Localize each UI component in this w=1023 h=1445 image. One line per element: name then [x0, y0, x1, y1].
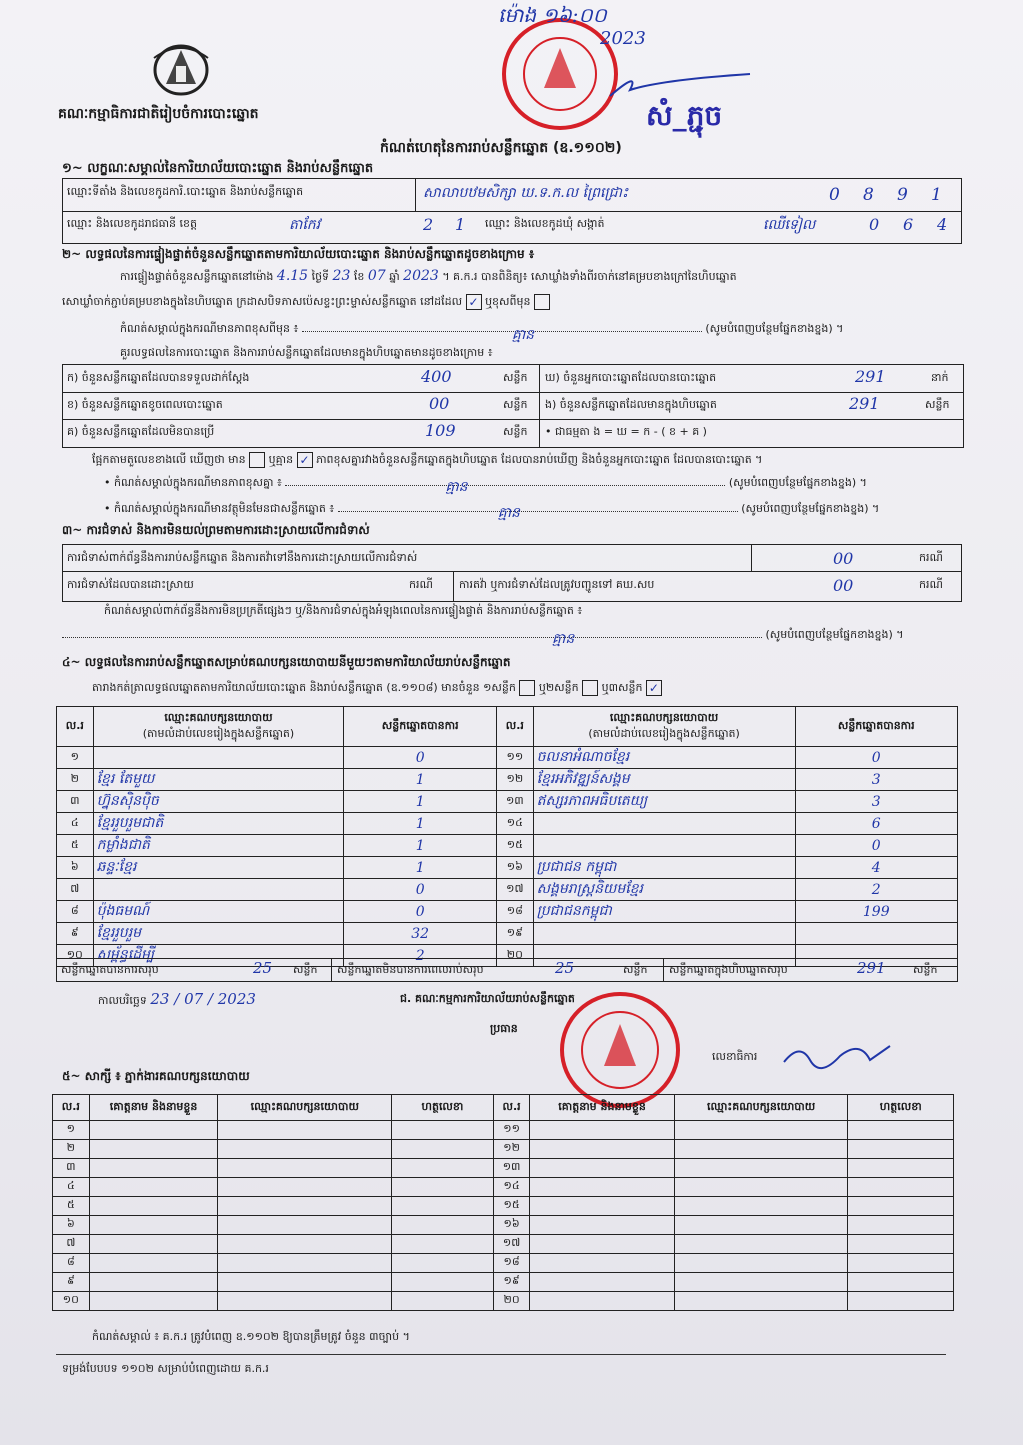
s1-row2-label: ឈ្មោះ និងលេខកូដរាជធានី ខេត្ត	[67, 217, 197, 230]
witness-sign[interactable]	[848, 1254, 954, 1273]
s2-kh-val: 00	[429, 394, 450, 413]
s2-fill-note1: (សូមបំពេញបន្ថែមផ្នែកខាងខ្នង) ។	[705, 322, 844, 335]
w-col-no-left: ល.រ	[53, 1095, 90, 1121]
vote-count: 199	[795, 901, 957, 923]
vote-party: ប៉ុងធមណ៍	[93, 901, 344, 923]
witness-sign[interactable]	[848, 1121, 954, 1140]
footer-form-ref: ទម្រង់បែបបទ ១១០២ សម្រាប់បំពេញដោយ គ.ក.រ	[62, 1362, 269, 1375]
three-sheet-checkbox[interactable]: ✓	[646, 680, 662, 696]
s1-row1-label: ឈ្មោះទីតាំង និងលេខកូដការិ.បោះឆ្នោត និងរាប់សន្លឹកឆ្នោត	[67, 185, 304, 198]
vote-no: ៤	[57, 813, 94, 835]
witness-sign[interactable]	[392, 1197, 494, 1216]
s2-line1b: ថ្ងៃទី	[311, 270, 330, 283]
vote-party: សង្គមរាស្ត្រនិយមខ្មែរ	[533, 879, 795, 901]
vote-party: សម្ព័ន្ធដើម្បី	[93, 945, 344, 967]
witness-sign[interactable]	[392, 1216, 494, 1235]
witness-no: ៨	[53, 1254, 90, 1273]
w-col-name-right: គោត្តនាម និងនាមខ្លួន	[530, 1095, 674, 1121]
vote-no: ២	[57, 769, 94, 791]
witness-party[interactable]	[218, 1159, 392, 1178]
s2-k-val: 400	[421, 367, 452, 386]
s3-row2-label: ការជំទាស់ដែលបានដោះស្រាយ	[67, 578, 194, 591]
table-row	[57, 791, 958, 813]
vote-no: ១៨	[497, 901, 534, 923]
witness-sign[interactable]	[848, 1235, 954, 1254]
witness-party[interactable]	[674, 1292, 848, 1311]
section3-table	[62, 544, 962, 602]
witness-row	[53, 1197, 954, 1216]
vote-count: 0	[795, 835, 957, 857]
col-votes-right: សន្លឹកឆ្នោតបានការ	[795, 707, 957, 747]
total-invalid-label: សន្លឹកឆ្នោតមិនបានការពេលរាប់សរុប	[337, 963, 484, 976]
w-col-sign-right: ហត្ថលេខា	[848, 1095, 954, 1121]
w-col-sign-left: ហត្ថលេខា	[392, 1095, 494, 1121]
witness-name[interactable]	[530, 1121, 674, 1140]
table-row	[57, 813, 958, 835]
s1-row2b-code2: 4	[937, 215, 948, 234]
witness-no: ៣	[53, 1159, 90, 1178]
witness-no: ៧	[53, 1235, 90, 1254]
total-invalid: 25	[555, 959, 575, 977]
official-mark: សំ_ភ្ជុច	[646, 99, 723, 132]
s2-line6-val: គ្មាន	[445, 479, 468, 495]
s3-fill-note: (សូមបំពេញបន្ថែមផ្នែកខាងខ្នង) ។	[765, 628, 904, 641]
table-row	[57, 857, 958, 879]
s3-row2b-unit: ករណី	[919, 578, 943, 591]
vote-count: 3	[795, 769, 957, 791]
witness-sign[interactable]	[392, 1178, 494, 1197]
s2-day: 23	[332, 268, 351, 284]
total-box-label: សន្លឹកឆ្នោតក្នុងហិបឆ្នោតសរុប	[669, 963, 788, 976]
col-party-right-sub: (តាមលំដាប់លេខរៀងក្នុងសន្លឹកឆ្នោត)	[588, 726, 740, 740]
two-sheet-checkbox[interactable]	[582, 680, 598, 696]
witness-no: ២០	[493, 1292, 530, 1311]
s3-note-val: គ្មាន	[552, 631, 575, 647]
vote-no: ១៩	[497, 923, 534, 945]
witness-party[interactable]	[218, 1197, 392, 1216]
s2-ko-val: 109	[425, 421, 456, 440]
vote-no: ៦	[57, 857, 94, 879]
vote-no: ១៣	[497, 791, 534, 813]
vote-no: ១០	[57, 945, 94, 967]
witness-name[interactable]	[89, 1140, 218, 1159]
w-col-party-left: ឈ្មោះគណបក្សនយោបាយ	[218, 1095, 392, 1121]
vote-count: 0	[344, 747, 497, 769]
handwritten-year: 2023	[600, 28, 646, 49]
witness-sign[interactable]	[848, 1216, 954, 1235]
witness-sign[interactable]	[848, 1292, 954, 1311]
col-votes-left: សន្លឹកឆ្នោតបានការ	[344, 707, 497, 747]
witness-no: ១	[53, 1121, 90, 1140]
vote-count: 3	[795, 791, 957, 813]
witness-sign[interactable]	[392, 1254, 494, 1273]
s2-line3-val: គ្មាន	[511, 327, 535, 343]
section4-heading: ៤~ លទ្ធផលនៃការរាប់សន្លឹកឆ្នោតសម្រាប់គណបក្សនយោបាយនីមួយៗតាមការិយាល័យរាប់សន្លឹកឆ្នោត	[62, 655, 511, 669]
s1-row2b-code1: 6	[903, 215, 914, 234]
vote-count: 32	[344, 923, 497, 945]
s2-line2b: ឬខុសពីមុន	[485, 295, 531, 308]
s2-line5-text: ផ្អែកតាមតួលេខខាងលើ ឃើញថា មាន	[92, 453, 246, 466]
witness-name[interactable]	[89, 1235, 218, 1254]
witness-name[interactable]	[89, 1121, 218, 1140]
form-title: កំណត់ហេតុនៃការរាប់សន្លឹកឆ្នោត (ឧ.១១០២)	[380, 140, 622, 156]
col-no-left: ល.រ	[57, 707, 94, 747]
table-row	[57, 923, 958, 945]
col-party-left-title: ឈ្មោះគណបក្សនយោបាយ	[164, 710, 273, 724]
s2-line2	[62, 294, 550, 311]
witness-row	[53, 1140, 954, 1159]
section1-heading: ១~ លក្ខណៈសម្គាល់នៃការិយាល័យបោះឆ្នោត និងរាប់សន្លឹកឆ្នោត	[62, 161, 374, 176]
vote-count: 1	[344, 857, 497, 879]
s1-row2b-value: ឈើទៀល	[763, 217, 816, 233]
witness-name[interactable]	[89, 1178, 218, 1197]
vote-no: ៥	[57, 835, 94, 857]
witness-no: ១៥	[493, 1197, 530, 1216]
section2-heading: ២~ លទ្ធផលនៃការផ្ទៀងផ្ទាត់ចំនួនសន្លឹកឆ្នោតតាមការិយាល័យបោះឆ្នោត និងរាប់សន្លឹកឆ្នោតដូចខាងក្រោម ៖	[62, 247, 535, 261]
s2-line7	[104, 502, 880, 521]
secretary-signature	[780, 1036, 900, 1070]
witness-row	[53, 1254, 954, 1273]
table-row	[57, 879, 958, 901]
s3-row1-label: ការជំទាស់ពាក់ព័ន្ធនឹងការរាប់សន្លឹកឆ្នោត និងការតវ៉ាទៅនឹងការដោះស្រាយលើការជំទាស់	[67, 551, 418, 564]
s2-line2-text: សោឃ្លាំចាក់ភ្ជាប់គម្របខាងក្នុងនៃហិបឆ្នោត ក្រដាសបិទភាសប៉េសខ្ទះព្រះម្ទាស់សន្លឹកឆ្នោត នៅដដែល	[62, 295, 463, 308]
col-party-right-title: ឈ្មោះគណបក្សនយោបាយ	[609, 710, 719, 724]
s2-ng-label: ង) ចំនួនសន្លឹកឆ្នោតដែលមានក្នុងហិបឆ្នោត	[545, 398, 717, 411]
witness-no: ១១	[493, 1121, 530, 1140]
vote-party: ខ្មែររួបរួមជាតិ	[93, 813, 344, 835]
witness-row	[53, 1235, 954, 1254]
witness-name[interactable]	[530, 1197, 674, 1216]
vote-no: ២០	[497, 945, 534, 967]
vote-count	[795, 923, 957, 945]
vote-count: 1	[344, 769, 497, 791]
witness-party[interactable]	[674, 1121, 848, 1140]
vote-party	[533, 813, 795, 835]
handwritten-time: ម៉ោង ១៦:០០	[498, 3, 607, 27]
witness-row	[53, 1273, 954, 1292]
witness-party[interactable]	[674, 1140, 848, 1159]
s1-code-boxes	[823, 185, 959, 207]
w-col-name-left: គោត្តនាម និងនាមខ្លួន	[89, 1095, 218, 1121]
total-box-unit: សន្លឹក	[913, 963, 938, 976]
witness-party[interactable]	[674, 1216, 848, 1235]
witness-party[interactable]	[218, 1216, 392, 1235]
s2-line4: គួរលទ្ធផលនៃការបោះឆ្នោត និងការរាប់សន្លឹកឆ្នោតដែលមានក្នុងហិបឆ្នោតមានដូចខាងក្រោម ៖	[120, 346, 493, 359]
s3-row2-unit: ករណី	[409, 578, 433, 591]
s2-ng-unit: សន្លឹក	[925, 398, 950, 411]
vote-count: 1	[344, 813, 497, 835]
table-row	[57, 747, 958, 769]
s2-formula: • ជាធម្មតា ង = ឃ = ក - ( ខ + គ )	[545, 425, 707, 438]
date-label: កាលបរិច្ឆេទ	[98, 994, 147, 1007]
s2-fill-note2: (សូមបំពេញបន្ថែមផ្នែកខាងខ្នង) ។	[728, 476, 867, 489]
w-col-no-right: ល.រ	[493, 1095, 530, 1121]
vote-no: ៧	[57, 879, 94, 901]
vote-party: ចលនាអំណាចខ្មែរ	[533, 747, 795, 769]
total-invalid-unit: សន្លឹក	[623, 963, 648, 976]
witness-party[interactable]	[218, 1273, 392, 1292]
vote-no: ១៧	[497, 879, 534, 901]
witness-party[interactable]	[218, 1178, 392, 1197]
vote-no: ១៤	[497, 813, 534, 835]
witness-name[interactable]	[89, 1254, 218, 1273]
witness-sign[interactable]	[392, 1121, 494, 1140]
s1-row2b-label: ឈ្មោះ និងលេខកូដឃុំ សង្កាត់	[485, 217, 605, 230]
s2-gh-label: ឃ) ចំនួនអ្នកបោះឆ្នោតដែលបានបោះឆ្នោត	[545, 371, 717, 384]
witness-party[interactable]	[674, 1273, 848, 1292]
vote-no: ១	[57, 747, 94, 769]
s2-line3-text: កំណត់សម្គាល់ក្នុងករណីមានភាពខុសពីមុន ៖	[120, 322, 299, 335]
witness-sign[interactable]	[392, 1140, 494, 1159]
witness-sign[interactable]	[848, 1273, 954, 1292]
witness-name[interactable]	[530, 1159, 674, 1178]
witness-name[interactable]	[89, 1292, 218, 1311]
witness-name[interactable]	[530, 1216, 674, 1235]
witness-party[interactable]	[674, 1254, 848, 1273]
s2-k-unit: សន្លឹក	[503, 371, 528, 384]
witness-no: ១៩	[493, 1273, 530, 1292]
one-sheet-checkbox[interactable]	[519, 680, 535, 696]
col-party-left	[93, 707, 344, 747]
total-valid-label: សន្លឹកឆ្នោតបានការសរុប	[61, 963, 159, 976]
s1-code-0: 0	[829, 185, 840, 205]
witness-no: ៤	[53, 1178, 90, 1197]
witness-party[interactable]	[674, 1235, 848, 1254]
witness-party[interactable]	[674, 1159, 848, 1178]
sign-label: ជ. គណៈកម្មការការិយាល័យរាប់សន្លឹកឆ្នោត	[400, 992, 575, 1005]
vote-party: ខ្មែររួបរួម	[93, 923, 344, 945]
witness-name[interactable]	[89, 1159, 218, 1178]
vote-count: 4	[795, 857, 957, 879]
s2-k-label: ក) ចំនួនសន្លឹកឆ្នោតដែលបានទទួលដាក់ស្តែង	[67, 371, 250, 384]
vote-party: ខ្មែរអភិវឌ្ឍន៍សង្គម	[533, 769, 795, 791]
s2-line1	[120, 268, 737, 286]
vote-count: 0	[344, 901, 497, 923]
vote-party	[93, 747, 344, 769]
witness-party[interactable]	[218, 1254, 392, 1273]
s2-fill-note3: (សូមបំពេញបន្ថែមផ្នែកខាងខ្នង) ។	[741, 502, 880, 515]
s2-year: 2023	[403, 268, 439, 284]
vote-party	[533, 923, 795, 945]
section2-table	[62, 364, 964, 448]
vote-count: 0	[795, 747, 957, 769]
s2-month: 07	[367, 268, 386, 284]
s3-note-line	[62, 628, 904, 647]
vote-no: ១១	[497, 747, 534, 769]
total-valid-unit: សន្លឹក	[293, 963, 318, 976]
vote-party: ខ្មែរ តែមួយ	[93, 769, 344, 791]
vote-party: ប្រជាជនកម្ពុជា	[533, 901, 795, 923]
witness-no: ១២	[493, 1140, 530, 1159]
witness-no: ២	[53, 1140, 90, 1159]
s3-row2b-val: 00	[833, 576, 854, 595]
witness-name[interactable]	[530, 1273, 674, 1292]
witness-table	[52, 1094, 954, 1311]
vote-party	[533, 835, 795, 857]
witness-name[interactable]	[89, 1197, 218, 1216]
witness-sign[interactable]	[848, 1178, 954, 1197]
vote-count: 2	[795, 879, 957, 901]
s1-code-2: 9	[897, 185, 908, 205]
vote-no: ៩	[57, 923, 94, 945]
s2-ko-label: គ) ចំនួនសន្លឹកឆ្នោតដែលមិនបានប្រើ	[67, 425, 215, 438]
witness-sign[interactable]	[848, 1197, 954, 1216]
vote-count: 0	[344, 879, 497, 901]
section1-table	[62, 178, 962, 244]
witness-sign[interactable]	[392, 1292, 494, 1311]
s2-line5	[92, 452, 762, 469]
s2-time: 4.15	[276, 268, 309, 284]
table-row	[57, 901, 958, 923]
s2-line5b: ឬគ្មាន	[268, 453, 294, 466]
ink-stroke-mark	[600, 60, 760, 100]
witness-name[interactable]	[530, 1140, 674, 1159]
vote-count: 1	[344, 835, 497, 857]
table-row	[57, 769, 958, 791]
witness-no: ៦	[53, 1216, 90, 1235]
vote-party: ឥស្សរភាពអធិបតេយ្យ	[533, 791, 795, 813]
committee-name: គណៈកម្មាធិការជាតិរៀបចំការបោះឆ្នោត	[58, 106, 259, 122]
witness-name[interactable]	[530, 1254, 674, 1273]
s2-line5c: ភាពខុសគ្នារវាងចំនួនសន្លឹកឆ្នោតក្នុងហិបឆ្នោត ដែលបានរាប់ឃើញ និងចំនួនអ្នកបោះឆ្នោត ដែលបានបោះឆ្នោត ។	[316, 453, 763, 466]
witness-no: ១៧	[493, 1235, 530, 1254]
s3-row2b-label: ការតវ៉ា ឬការជំទាស់ដែលត្រូវបញ្ជូនទៅ គឃ.សប	[459, 578, 655, 591]
witness-name[interactable]	[89, 1273, 218, 1292]
same-checkbox[interactable]: ✓	[466, 294, 482, 310]
col-party-right	[533, 707, 795, 747]
no-difference-checkbox[interactable]: ✓	[297, 452, 313, 468]
has-difference-checkbox[interactable]	[249, 452, 265, 468]
vote-count: 1	[344, 791, 497, 813]
s1-row2-value: តាកែវ	[289, 217, 321, 233]
witness-no: ១៦	[493, 1216, 530, 1235]
s1-code-1: 8	[863, 185, 874, 205]
secretary-label: លេខាធិការ	[712, 1050, 758, 1063]
s2-line1a: ការផ្ទៀងផ្ទាត់ចំនួនសន្លឹកឆ្នោតនៅម៉ោង	[120, 270, 274, 283]
s4-subline	[92, 680, 662, 697]
witness-no: ១០	[53, 1292, 90, 1311]
s1-row1-value: សាលាបឋមសិក្សា ឃ.ទ.ក.ល ព្រៃជ្រោះ	[423, 185, 629, 201]
witness-no: ៥	[53, 1197, 90, 1216]
witness-row	[53, 1216, 954, 1235]
witness-party[interactable]	[674, 1178, 848, 1197]
s4-totals-row	[56, 958, 958, 982]
witness-party[interactable]	[218, 1292, 392, 1311]
s2-line6	[104, 476, 867, 495]
witness-row	[53, 1292, 954, 1311]
date-value: 23 / 07 / 2023	[150, 990, 256, 1008]
witness-sign[interactable]	[392, 1159, 494, 1178]
s2-ko-unit: សន្លឹក	[503, 425, 528, 438]
s4-subline-text: តារាងកត់ត្រាលទ្ធផលឆ្នោតតាមការិយាល័យបោះឆ្នោត និងរាប់សន្លឹកឆ្នោត (ឧ.១១០៨) មានចំនួន ១សន្លឹក	[92, 681, 516, 694]
s2-line1d: ឆ្នាំ	[389, 270, 400, 283]
s3-note: កំណត់សម្គាល់ពាក់ព័ន្ធនឹងការមិនប្រក្រតីផ្សេងៗ ឬ/និងការជំទាស់ក្នុងអំឡុងពេលនៃការផ្ទៀងផ្ទាត់ និងការរាប់សន្លឹកឆ្នោត ៖	[104, 604, 583, 617]
witness-sign[interactable]	[392, 1235, 494, 1254]
nec-emblem-icon	[146, 36, 216, 98]
s2-line1e: ។ គ.ក.រ បានពិនិត្យ៖ សោឃ្លាំងទាំងពីរចាក់នៅគម្របខាងក្រៅនៃហិបឆ្នោត	[442, 270, 737, 283]
s2-ng-val: 291	[849, 394, 880, 413]
vote-party: ហ្វ៊ុនស៊ិនប៉ិច	[93, 791, 344, 813]
witness-party[interactable]	[674, 1197, 848, 1216]
vote-party	[93, 879, 344, 901]
total-valid: 25	[253, 959, 273, 977]
s2-kh-unit: សន្លឹក	[503, 398, 528, 411]
s1-row2-code1: 1	[455, 215, 466, 234]
s3-row1-unit: ករណី	[919, 551, 943, 564]
vote-party: ប្រជាជន កម្ពុជា	[533, 857, 795, 879]
w-col-party-right: ឈ្មោះគណបក្សនយោបាយ	[674, 1095, 848, 1121]
vote-party: កម្លាំងជាតិ	[93, 835, 344, 857]
vote-no: ១៦	[497, 857, 534, 879]
s1-row2b-code0: 0	[869, 215, 880, 234]
different-checkbox[interactable]	[534, 294, 550, 310]
witness-no: ៩	[53, 1273, 90, 1292]
col-party-left-sub: (តាមលំដាប់លេខរៀងក្នុងសន្លឹកឆ្នោត)	[142, 726, 295, 740]
vote-no: ៨	[57, 901, 94, 923]
vote-party: ឆន្ទៈខ្មែរ	[93, 857, 344, 879]
s2-line1c: ខែ	[353, 270, 365, 283]
votes-table	[56, 706, 958, 967]
s2-line7-val: គ្មាន	[497, 505, 520, 521]
s2-kh-label: ខ) ចំនួនសន្លឹកឆ្នោតខូចពេលបោះឆ្នោត	[67, 398, 223, 411]
table-row	[57, 835, 958, 857]
total-box: 291	[857, 959, 886, 977]
s1-row2-code0: 2	[423, 215, 434, 234]
section3-heading: ៣~ ការជំទាស់ និងការមិនយល់ព្រមតាមការដោះស្រាយលើការជំទាស់	[62, 523, 370, 537]
witness-sign[interactable]	[848, 1140, 954, 1159]
witness-row	[53, 1121, 954, 1140]
vote-no: ៣	[57, 791, 94, 813]
s4-subline-c: ឬ៣សន្លឹក	[601, 681, 643, 694]
witness-sign[interactable]	[848, 1159, 954, 1178]
s2-line3	[120, 322, 844, 343]
footer-note: កំណត់សម្គាល់ ៖ គ.ក.រ ត្រូវបំពេញ ឧ.១១០២ ឱ្យបានត្រឹមត្រូវ ចំនួន ៣ច្បាប់ ។	[92, 1330, 410, 1343]
section5-heading: ៥~ សាក្សី ៖ ភ្នាក់ងារគណបក្សនយោបាយ	[62, 1069, 250, 1083]
bottom-stamp	[560, 992, 680, 1108]
witness-name[interactable]	[530, 1235, 674, 1254]
date-line	[98, 990, 256, 1010]
s2-line7-text: • កំណត់សម្គាល់ក្នុងករណីមានវត្ថុមិនមែនជាសន្លឹកឆ្នោត ៖	[104, 502, 335, 515]
vote-no: ១២	[497, 769, 534, 791]
s2-line6-text: • កំណត់សម្គាល់ក្នុងករណីមានភាពខុសគ្នា ៖	[104, 476, 282, 489]
witness-sign[interactable]	[392, 1273, 494, 1292]
witness-row	[53, 1159, 954, 1178]
witness-row	[53, 1178, 954, 1197]
s2-gh-unit: នាក់	[931, 371, 949, 384]
s1-code-3: 1	[931, 185, 942, 205]
s3-row1-val: 00	[833, 549, 854, 568]
vote-no: ១៥	[497, 835, 534, 857]
witness-no: ១៤	[493, 1178, 530, 1197]
witness-party[interactable]	[218, 1121, 392, 1140]
witness-name[interactable]	[530, 1292, 674, 1311]
witness-party[interactable]	[218, 1235, 392, 1254]
col-no-right: ល.រ	[497, 707, 534, 747]
witness-party[interactable]	[218, 1140, 392, 1159]
witness-no: ១៨	[493, 1254, 530, 1273]
witness-name[interactable]	[89, 1216, 218, 1235]
vote-count: 6	[795, 813, 957, 835]
s2-gh-val: 291	[855, 367, 886, 386]
witness-no: ១៣	[493, 1159, 530, 1178]
witness-name[interactable]	[530, 1178, 674, 1197]
s4-subline-b: ឬ២សន្លឹក	[538, 681, 579, 694]
vote-count: 2	[344, 945, 497, 967]
chair-label: ប្រធាន	[490, 1022, 518, 1035]
